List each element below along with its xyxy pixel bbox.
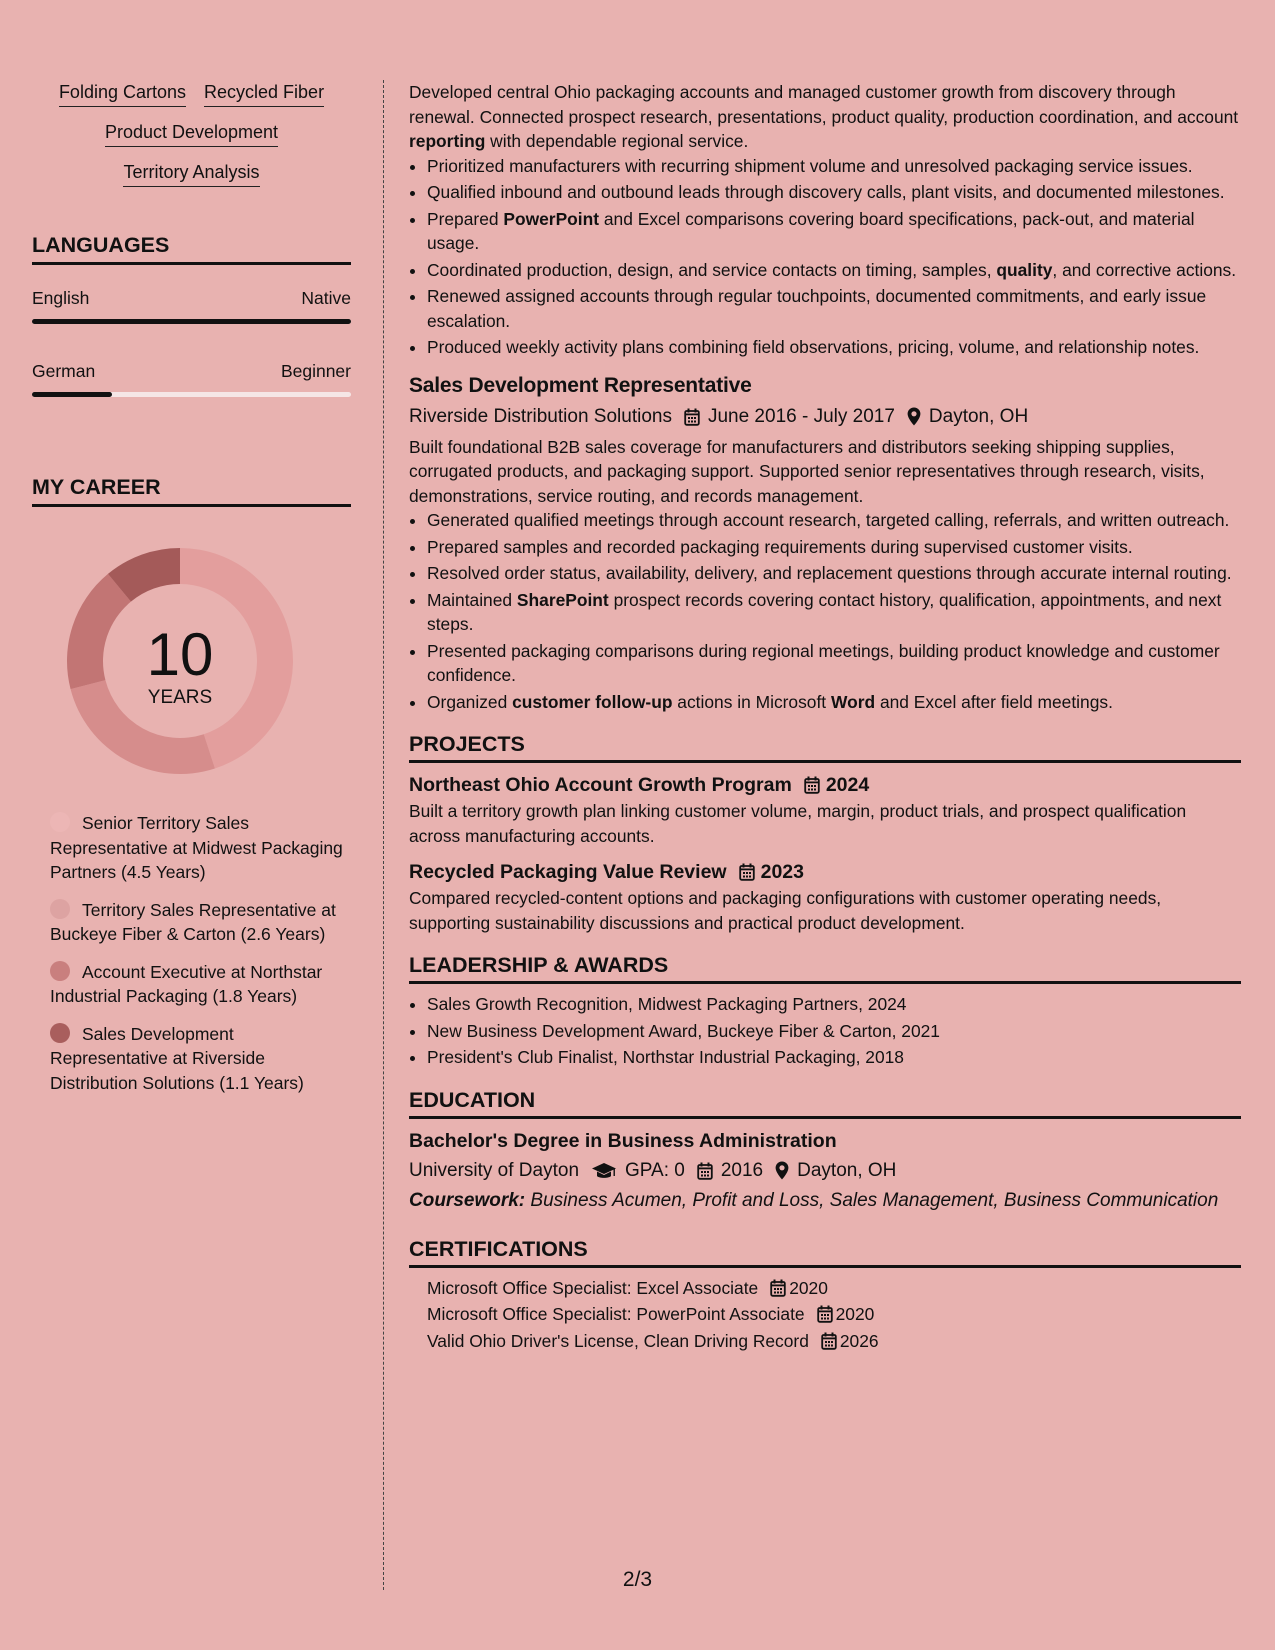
- skill-tag: Territory Analysis: [123, 160, 259, 187]
- company-name: Riverside Distribution Solutions: [409, 405, 672, 427]
- bold-text: reporting: [409, 131, 486, 151]
- career-legend-label: Senior Territory Sales Representative at Midwest Packaging Partners (4.5 Years): [50, 813, 343, 882]
- calendar-icon: [739, 863, 755, 881]
- award-item: • President's Club Finalist, Northstar Industrial Packaging, 2018: [427, 1045, 1241, 1070]
- text: , and corrective actions.: [1052, 259, 1237, 280]
- project-description: Compared recycled-content options and packaging configurations with customer operating needs, supporting sustainability discussions and practical product development.: [409, 888, 1162, 933]
- job-meta: [409, 403, 1241, 431]
- job-dates: June 2016 - July 2017: [707, 405, 895, 427]
- certification-item: [427, 1302, 1241, 1327]
- skills-list: [32, 80, 351, 187]
- bullet: • Resolved order status, availability, delivery, and replacement questions through accurate internal routing.: [427, 561, 1241, 586]
- career-donut-chart: [66, 547, 294, 775]
- bullet: • Prioritized manufacturers with recurring shipment volume and unresolved packaging service issues.: [427, 154, 1241, 179]
- calendar-icon: [684, 408, 700, 426]
- text: Maintained: [427, 589, 517, 610]
- language-english: [32, 287, 351, 324]
- calendar-icon: [770, 1279, 786, 1297]
- column-divider: [383, 80, 384, 1590]
- calendar-icon: [804, 776, 820, 794]
- language-name: English: [32, 288, 90, 308]
- school-name: University of Dayton: [409, 1159, 580, 1181]
- text: and Excel comparisons covering board specifications, pack-out, and material usage.: [427, 208, 1195, 253]
- calendar-icon: [697, 1162, 713, 1180]
- job-summary: Built foundational B2B sales coverage for manufacturers and distributors seeking shipping supplies, corrugated products, and packaging support. Supported senior representatives through research, visits, demonstrations, service routing, and records management.: [409, 436, 1205, 506]
- legend-dot: [50, 1023, 70, 1043]
- skill-tag: Recycled Fiber: [204, 80, 324, 107]
- bullet: • Prepared samples and recorded packaging requirements during supervised customer visits.: [427, 535, 1241, 560]
- map-pin-icon: [907, 407, 921, 426]
- bullet: [427, 588, 1241, 637]
- bullet: [427, 207, 1241, 256]
- career-legend-item: [50, 960, 351, 1009]
- cert-name: Valid Ohio Driver's License, Clean Driving Record: [427, 1330, 809, 1351]
- job-bullets: [409, 154, 1241, 360]
- bullet: [427, 690, 1241, 715]
- career-years-label: YEARS: [147, 687, 213, 708]
- career-years-number: 10: [146, 621, 214, 688]
- project-year: 2024: [825, 774, 870, 796]
- coursework-label: Coursework:: [409, 1189, 526, 1211]
- project-name: Northeast Ohio Account Growth Program: [409, 774, 792, 796]
- donut-center: [66, 547, 294, 775]
- language-bar-fill: [32, 319, 351, 324]
- leadership-list: [409, 992, 1241, 1070]
- bullet: • Presented packaging comparisons during regional meetings, building product knowledge and customer confidence.: [427, 639, 1241, 688]
- text: with dependable regional service.: [485, 131, 749, 151]
- cert-year: 2026: [839, 1330, 879, 1351]
- school-location: Dayton, OH: [797, 1159, 897, 1181]
- job-summary: [409, 80, 1241, 154]
- bold-text: quality: [996, 259, 1053, 280]
- legend-dot: [50, 899, 70, 919]
- bold-text: PowerPoint: [503, 208, 600, 229]
- career-legend-label: Account Executive at Northstar Industrial Packaging (1.8 Years): [50, 961, 323, 1006]
- text: Prepared: [427, 208, 504, 229]
- gpa: GPA: 0: [625, 1159, 685, 1181]
- legend-dot: [50, 961, 70, 981]
- cert-year: 2020: [835, 1304, 875, 1324]
- language-level: Beginner: [280, 361, 351, 381]
- coursework: [409, 1189, 1241, 1213]
- degree-title: Bachelor's Degree in Business Administration: [409, 1129, 837, 1152]
- bold-text: customer follow-up: [512, 691, 673, 712]
- language-bar: [32, 319, 351, 324]
- cert-name: Microsoft Office Specialist: Excel Associate: [427, 1277, 759, 1298]
- career-legend-item: [50, 898, 351, 947]
- job-title: Sales Development Representative: [409, 373, 752, 397]
- languages-heading: LANGUAGES: [32, 233, 351, 265]
- award-item: • Sales Growth Recognition, Midwest Packaging Partners, 2024: [427, 992, 1241, 1017]
- certification-item: [427, 1329, 1241, 1354]
- skill-tag: Folding Cartons: [59, 80, 186, 107]
- job-bullets: [409, 508, 1241, 714]
- certification-item: [427, 1276, 1241, 1301]
- career-legend-item: [50, 811, 351, 885]
- legend-dot: [50, 812, 70, 832]
- cert-year: 2020: [789, 1277, 828, 1298]
- text: actions in Microsoft: [672, 691, 831, 712]
- career-legend: [32, 811, 351, 1095]
- main-content: [409, 80, 1241, 1355]
- skill-tag: Product Development: [105, 120, 278, 147]
- bullet: • Renewed assigned accounts through regular touchpoints, documented commitments, and early issue escalation.: [427, 284, 1241, 333]
- certifications-heading: CERTIFICATIONS: [409, 1235, 1241, 1268]
- language-level: Native: [301, 288, 351, 308]
- cert-name: Microsoft Office Specialist: PowerPoint Associate: [427, 1304, 805, 1324]
- bullet: • Generated qualified meetings through account research, targeted calling, referrals, and written outreach.: [427, 508, 1241, 533]
- map-pin-icon: [775, 1161, 789, 1180]
- bold-text: SharePoint: [516, 589, 609, 610]
- language-bar: [32, 392, 351, 397]
- text: Coordinated production, design, and service contacts on timing, samples,: [427, 259, 997, 280]
- calendar-icon: [817, 1305, 833, 1323]
- language-bar-fill: [32, 392, 112, 397]
- language-german: [32, 360, 351, 397]
- graduation-year: 2016: [720, 1159, 764, 1181]
- text: Developed central Ohio packaging accounts and managed customer growth from discovery through renewal. Connected prospect research, presentations, product quality, production coordination, and account: [409, 82, 1239, 127]
- project-description: Built a territory growth plan linking customer volume, margin, product trials, and prospect qualification across manufacturing accounts.: [409, 801, 1187, 846]
- project-title: [409, 858, 1241, 886]
- bullet: • Qualified inbound and outbound leads through discovery calls, plant visits, and documented milestones.: [427, 180, 1241, 205]
- bold-text: Word: [830, 691, 876, 712]
- bullet: • Produced weekly activity plans combining field observations, pricing, volume, and relationship notes.: [427, 335, 1241, 360]
- bullet: [427, 258, 1241, 283]
- text: prospect records covering contact history, qualification, appointments, and next steps.: [427, 589, 1222, 634]
- career-heading: MY CAREER: [32, 475, 351, 507]
- career-legend-item: [50, 1022, 351, 1096]
- career-legend-label: Territory Sales Representative at Buckeye Fiber & Carton (2.6 Years): [50, 899, 336, 944]
- text: Organized: [427, 691, 513, 712]
- text: and Excel after field meetings.: [875, 691, 1113, 712]
- certifications-list: [409, 1276, 1241, 1354]
- calendar-icon: [821, 1332, 837, 1350]
- career-legend-label: Sales Development Representative at Riverside Distribution Solutions (1.1 Years): [50, 1023, 304, 1093]
- education-heading: EDUCATION: [409, 1086, 1241, 1119]
- language-name: German: [32, 361, 96, 381]
- projects-heading: PROJECTS: [409, 730, 1241, 763]
- page-number: 2/3: [622, 1568, 653, 1591]
- job-location: Dayton, OH: [928, 405, 1029, 427]
- education-meta: [409, 1157, 1241, 1185]
- graduation-cap-icon: [591, 1162, 617, 1180]
- coursework-text: Business Acumen, Profit and Loss, Sales Management, Business Communication: [525, 1189, 1219, 1211]
- leadership-heading: LEADERSHIP & AWARDS: [409, 951, 1241, 984]
- project-year: 2023: [760, 861, 804, 883]
- project-name: Recycled Packaging Value Review: [409, 861, 727, 883]
- sidebar: [32, 80, 351, 1108]
- award-item: • New Business Development Award, Buckeye Fiber & Carton, 2021: [427, 1019, 1241, 1044]
- project-title: [409, 771, 1241, 799]
